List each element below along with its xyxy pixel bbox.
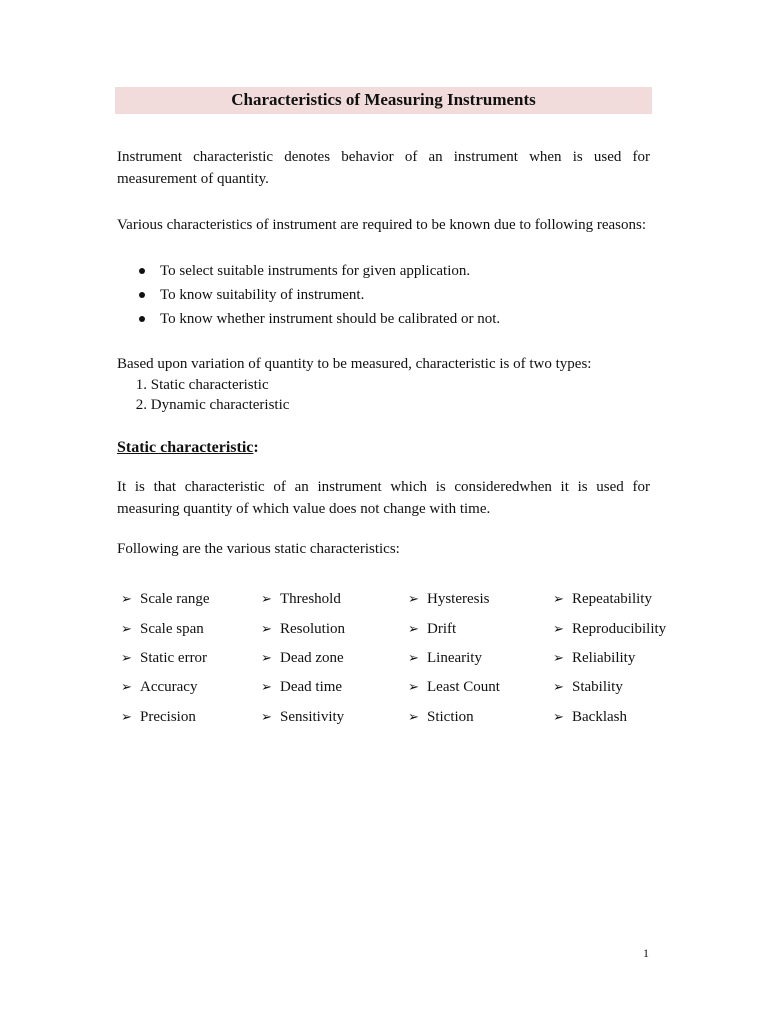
arrow-bullet-icon: ➢ (121, 622, 132, 637)
arrow-bullet-icon: ➢ (121, 710, 132, 725)
characteristic-label: Reliability (572, 650, 636, 666)
characteristic-item (408, 589, 490, 610)
characteristic-item (121, 707, 196, 728)
characteristic-item (121, 619, 204, 640)
characteristic-item (261, 619, 345, 640)
arrow-bullet-icon: ➢ (553, 710, 564, 725)
reasons-intro-paragraph: Various characteristics of instrument are required to be known due to following reasons: (117, 217, 647, 233)
characteristic-label: Least Count (427, 679, 500, 695)
page-number: 1 (643, 946, 649, 960)
characteristic-label: Threshold (280, 591, 341, 607)
document-title: Characteristics of Measuring Instruments (115, 87, 652, 114)
arrow-bullet-icon: ➢ (408, 622, 419, 637)
characteristic-item (553, 589, 652, 610)
arrow-bullet-icon: ➢ (261, 651, 272, 666)
arrow-bullet-icon: ➢ (553, 680, 564, 695)
characteristic-item (553, 677, 623, 698)
list-item: To know whether instrument should be calibrated or not. (117, 307, 650, 331)
arrow-bullet-icon: ➢ (261, 622, 272, 637)
characteristic-item (408, 677, 500, 698)
intro-paragraph: Instrument characteristic denotes behavior of an instrument when is used for measurement of quantity. (117, 149, 650, 187)
arrow-bullet-icon: ➢ (408, 651, 419, 666)
arrow-bullet-icon: ➢ (408, 710, 419, 725)
characteristic-item (408, 619, 456, 640)
characteristic-label: Scale range (140, 591, 210, 607)
characteristic-item (408, 707, 474, 728)
characteristic-item (261, 707, 344, 728)
arrow-bullet-icon: ➢ (261, 592, 272, 607)
characteristic-label: Sensitivity (280, 709, 345, 725)
characteristic-label: Reproducibility (572, 621, 667, 637)
arrow-bullet-icon: ➢ (553, 622, 564, 637)
bullet-icon (139, 268, 145, 274)
characteristic-label: Hysteresis (427, 591, 490, 607)
characteristic-item (121, 648, 207, 669)
characteristic-item (553, 707, 627, 728)
characteristic-label: Stiction (427, 709, 474, 725)
reasons-list (117, 259, 650, 331)
characteristic-item (261, 589, 341, 610)
characteristic-label: Drift (427, 621, 457, 637)
characteristic-label: Scale span (140, 621, 204, 637)
bullet-icon (139, 316, 145, 322)
characteristic-item (261, 677, 342, 698)
list-item: To select suitable instruments for given application. (117, 259, 650, 283)
list-item: 2. Dynamic characteristic (135, 397, 290, 413)
list-item: To know suitability of instrument. (117, 283, 650, 307)
characteristic-item (121, 589, 210, 610)
static-characteristics-grid (121, 589, 681, 739)
characteristic-item (553, 619, 666, 640)
characteristic-label: Dead time (280, 679, 343, 695)
types-intro-paragraph: Based upon variation of quantity to be measured, characteristic is of two types: (117, 356, 592, 372)
static-list-intro: Following are the various static characteristics: (117, 541, 400, 557)
characteristic-item (121, 677, 197, 698)
arrow-bullet-icon: ➢ (408, 592, 419, 607)
characteristic-label: Backlash (572, 709, 627, 725)
characteristic-label: Repeatability (572, 591, 652, 607)
characteristic-label: Dead zone (280, 650, 344, 666)
characteristic-item (553, 648, 635, 669)
static-definition-paragraph: It is that characteristic of an instrument which is consideredwhen it is used for measuring quantity of which value does not change with time. (117, 479, 650, 517)
characteristic-label: Stability (572, 679, 623, 695)
bullet-icon (139, 292, 145, 298)
characteristic-item (261, 648, 344, 669)
list-item: 1. Static characteristic (135, 377, 269, 393)
characteristic-label: Linearity (427, 650, 482, 666)
types-list (117, 375, 289, 415)
arrow-bullet-icon: ➢ (261, 710, 272, 725)
characteristic-label: Precision (140, 709, 196, 725)
arrow-bullet-icon: ➢ (553, 592, 564, 607)
arrow-bullet-icon: ➢ (261, 680, 272, 695)
characteristic-item (408, 648, 482, 669)
arrow-bullet-icon: ➢ (553, 651, 564, 666)
arrow-bullet-icon: ➢ (121, 592, 132, 607)
arrow-bullet-icon: ➢ (121, 680, 132, 695)
characteristic-label: Static error (140, 650, 208, 666)
arrow-bullet-icon: ➢ (121, 651, 132, 666)
arrow-bullet-icon: ➢ (408, 680, 419, 695)
characteristic-label: Resolution (280, 621, 346, 637)
characteristic-label: Accuracy (140, 679, 198, 695)
static-characteristic-heading: Static characteristic: (117, 439, 259, 456)
